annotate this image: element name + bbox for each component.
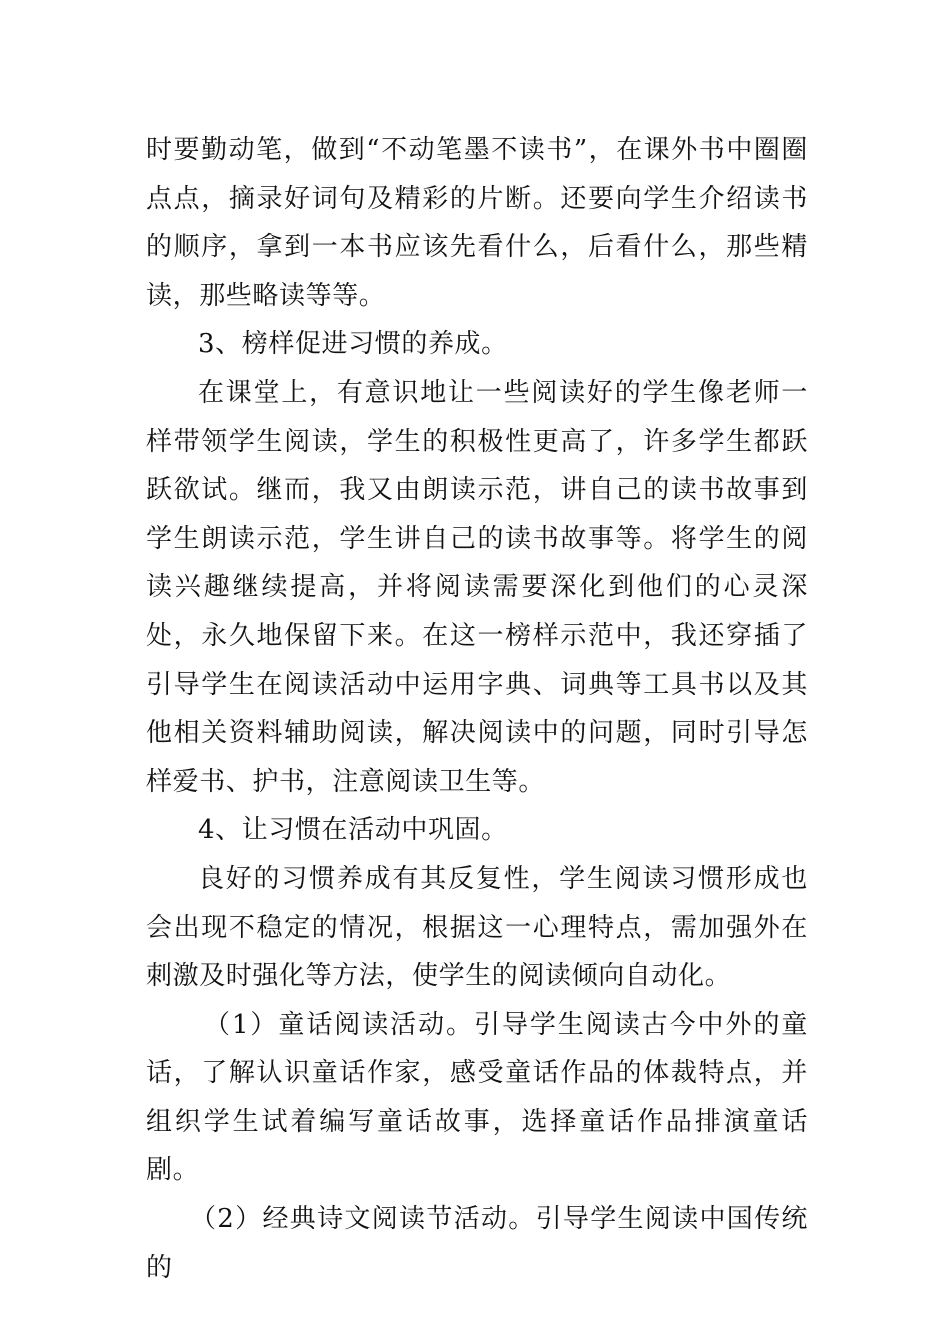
document-body [146, 126, 808, 1292]
section-heading-activity-consolidation: 4、让习惯在活动中巩固。 [198, 815, 508, 846]
section-heading-role-model-habit: 3、榜样促进习惯的养成。 [198, 329, 508, 360]
paragraph-habit-reinforcement: 良好的习惯养成有其反复性，学生阅读习惯形成也会出现不稳定的情况，根据这一心理特点，需加强外在刺激及时强化等方法，使学生的阅读倾向自动化。 [146, 863, 808, 992]
paragraph-fairy-tale-activity: （1）童话阅读活动。引导学生阅读古今中外的童话，了解认识童话作家，感受童话作品的体裁特点，并组织学生试着编写童话故事，选择童话作品排演童话剧。 [146, 1009, 808, 1186]
paragraph-reading-method-continuation: 时要勤动笔，做到“不动笔墨不读书”，在课外书中圈圈点点，摘录好词句及精彩的片断。还要向学生介绍读书的顺序，拿到一本书应该先看什么，后看什么，那些精读，那些略读等等。 [146, 135, 808, 311]
paragraph-classic-poetry-activity: （2）经典诗文阅读节活动。引导学生阅读中国传统的 [146, 1204, 808, 1283]
paragraph-role-model-reading: 在课堂上，有意识地让一些阅读好的学生像老师一样带领学生阅读，学生的积极性更高了，许多学生都跃跃欲试。继而，我又由朗读示范，讲自己的读书故事到学生朗读示范，学生讲自己的读书故事等。将学生的阅读兴趣继续提高，并将阅读需要深化到他们的心灵深处，永久地保留下来。在这一榜样示范中，我还穿插了引导学生在阅读活动中运用字典、词典等工具书以及其他相关资料辅助阅读，解决阅读中的问题，同时引导怎样爱书、护书，注意阅读卫生等。 [146, 377, 808, 797]
